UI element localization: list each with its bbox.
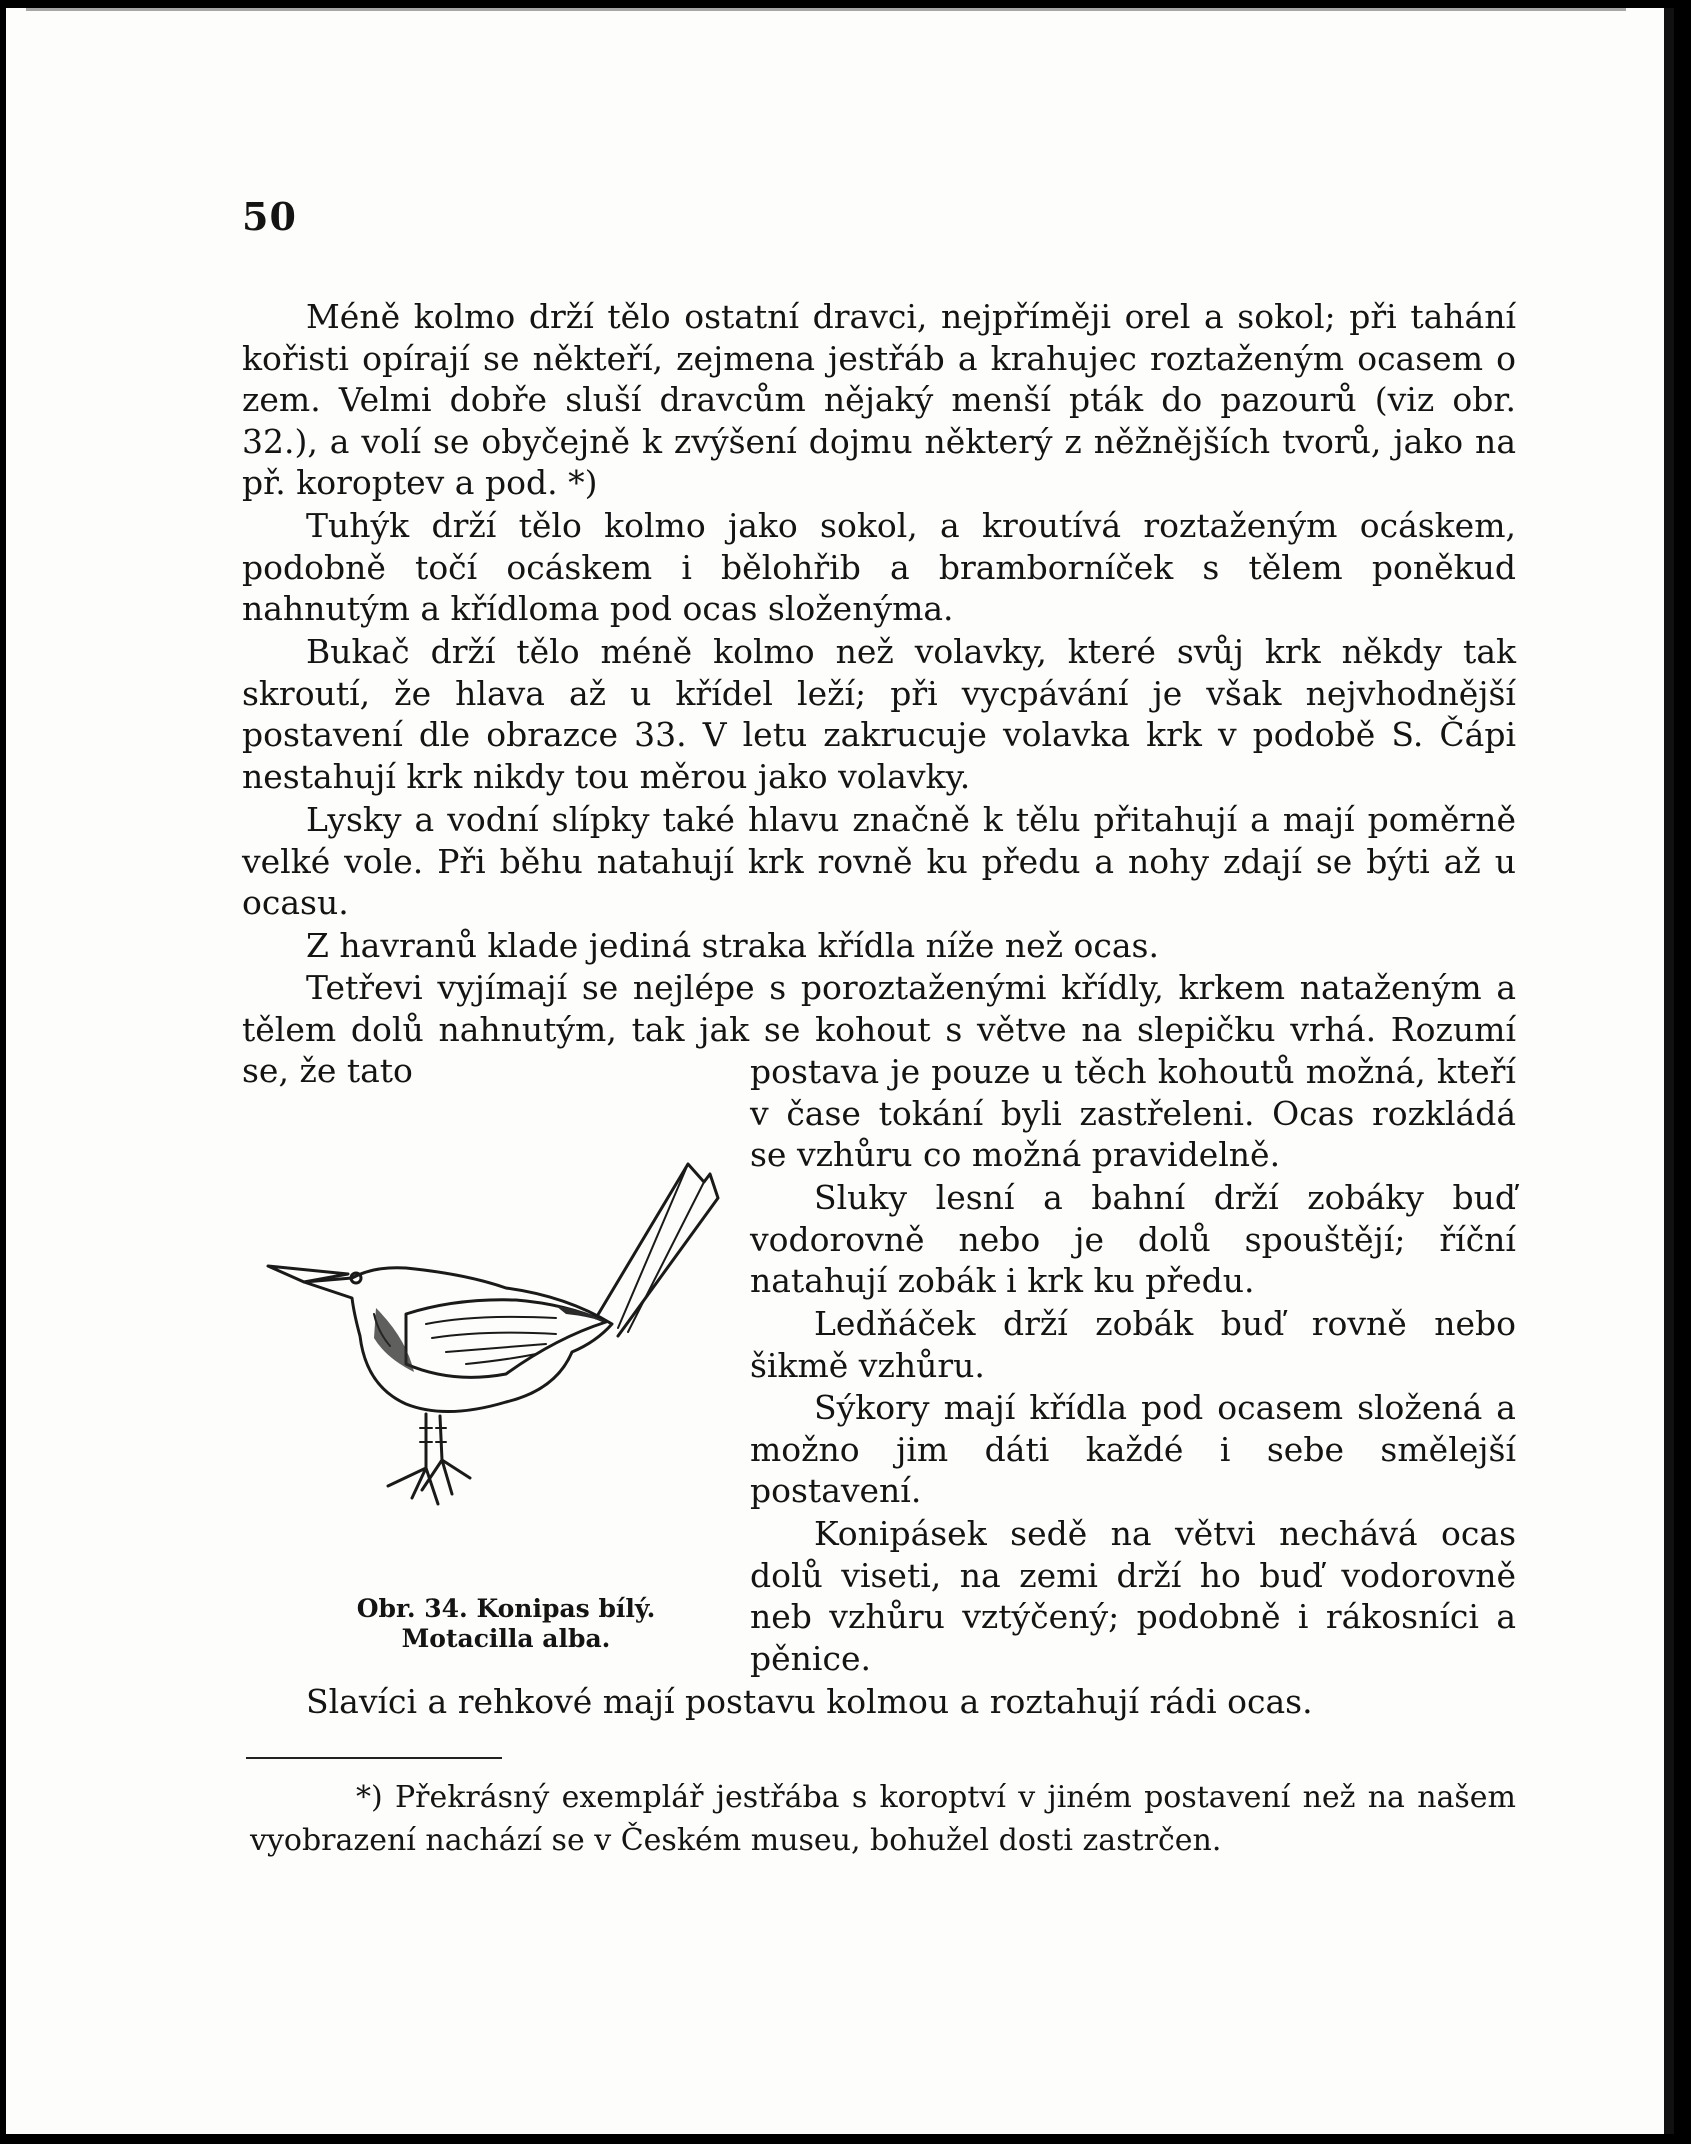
figure-caption-title: Obr. 34. Konipas bílý. [356, 1594, 656, 1623]
paragraph-slavici: Slavíci a rehkové mají postavu kolmou a roztahují rádi ocas. [306, 1682, 1313, 1721]
paragraph-konipasek: Konipásek sedě na větvi nechává ocas dolů viseti, na zemi drží ho buď vodorovně neb vzhůru vztýčený; podobně i rákosníci a pěnice. [750, 1514, 1516, 1678]
paragraph-bukac: Bukač drží tělo méně kolmo než volavky, které svůj krk někdy tak skroutí, že hlava až u křídel leží; při vycpávání je však nejvhodnější postavení dle obrazce 33. V letu zakrucuje volavka krk v podobě S. Čápi nestahují krk nikdy tou měrou jako volavky. [242, 632, 1516, 796]
scan-top-edge [26, 8, 1626, 11]
figure-caption-latin: Motacilla alba. [401, 1624, 611, 1653]
footnote: *) Překrásný exemplář jestřába s koroptví v jiném postavení než na našem vyobrazení nachází se v Českém museu, bohužel dosti zastrčen. [250, 1780, 1516, 1858]
paragraph-tetrevi: Tetřevi vyjímají se nejlépe s poroztaženými křídly, krkem nataženým a tělem dolů nahnutým, tak jak se kohout s větve na slepičku vrhá. Rozumí se, že tato [242, 968, 1516, 1090]
paragraph-lysky: Lysky a vodní slípky také hlavu značně k tělu přitahují a mají poměrně velké vole. Při běhu natahují krk rovně ku předu a nohy zdají se býti až u ocasu. [242, 800, 1516, 922]
scan-right-border [1664, 8, 1674, 2134]
paragraph-sykory: Sýkory mají křídla pod ocasem složená a možno jim dáti každé i sebe smělejší postavení. [750, 1388, 1516, 1510]
paragraph-lednacek: Ledňáček drží zobák buď rovně nebo šikmě vzhůru. [750, 1304, 1516, 1385]
paragraph-havrani: Z havranů klade jediná straka křídla níže než ocas. [306, 926, 1159, 965]
paragraph-dravci: Méně kolmo drží tělo ostatní dravci, nejpříměji orel a sokol; při tahání kořisti opírají se někteří, zejmena jestřáb a krahujec roztaženým ocasem o zem. Velmi dobře sluší dravcům nějaký menší pták do pazourů (viz obr. 32.), a volí se obyčejně k zvýšení dojmu některý z něžnějších tvorů, jako na př. koroptev a pod. *) [242, 297, 1516, 502]
figure-caption [296, 1594, 716, 1654]
wagtail-illustration [256, 1138, 726, 1538]
bird-eye [351, 1273, 361, 1283]
book-page [6, 8, 1674, 2134]
footnote-separator [246, 1757, 502, 1759]
page-number: 50 [242, 194, 297, 239]
paragraph-sluky: Sluky lesní a bahní drží zobáky buď vodorovně nebo je dolů spouštějí; říční natahují zobák i krk ku předu. [750, 1178, 1516, 1300]
paragraph-tetrevi-continued: postava je pouze u těch kohoutů možná, kteří v čase tokání byli zastřeleni. Ocas rozkládá se vzhůru co možná pravidelně. [750, 1052, 1516, 1174]
paragraph-tuhyk: Tuhýk drží tělo kolmo jako sokol, a kroutívá roztaženým ocáskem, podobně točí ocáskem i bělohřib a bramborníček s tělem poněkud nahnutým a křídloma pod ocas složenýma. [242, 506, 1516, 628]
